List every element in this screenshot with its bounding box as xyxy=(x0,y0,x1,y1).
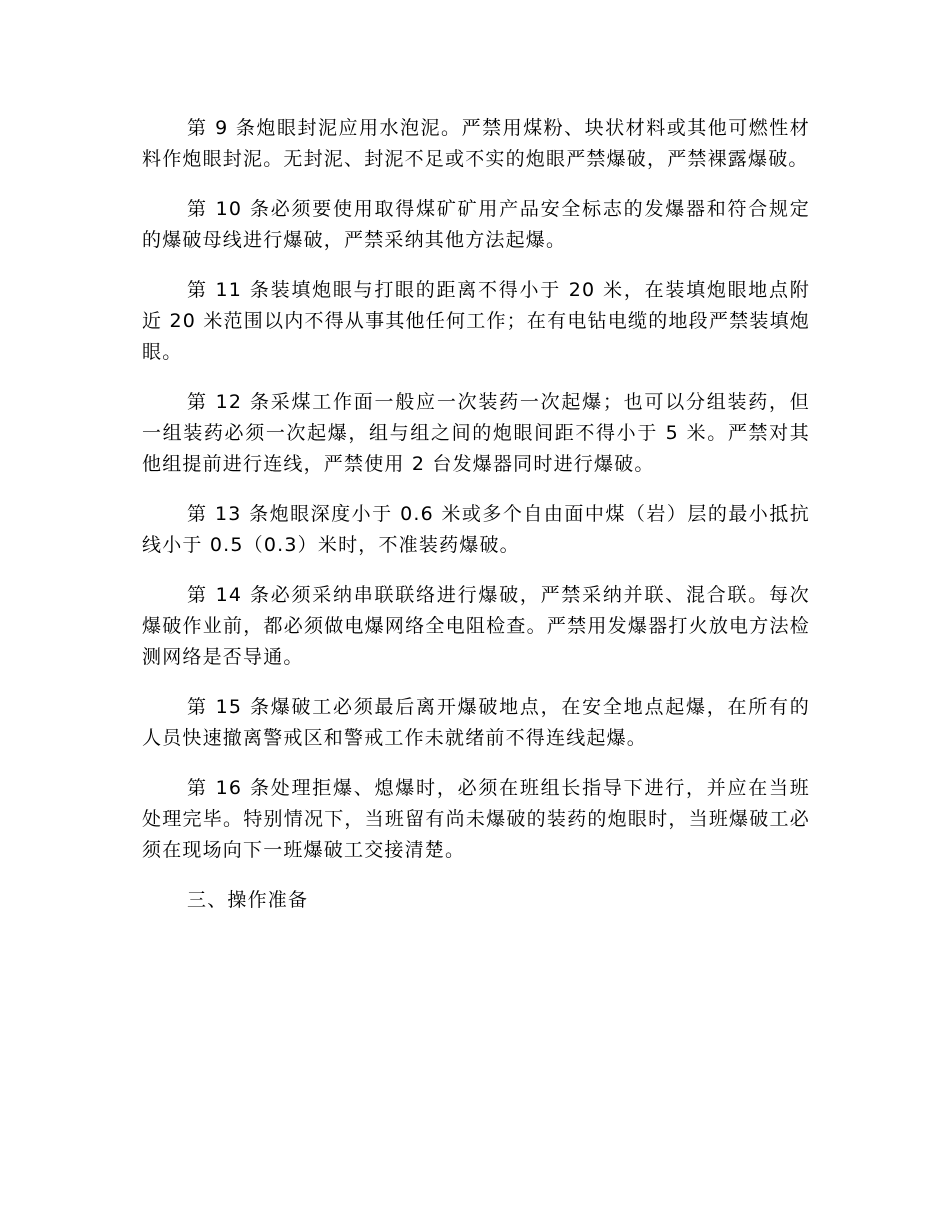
article-13-paragraph: 第 13 条炮眼深度小于 0.6 米或多个自由面中煤（岩）层的最小抵抗线小于 0.5（0.3）米时，不准装药爆破。 xyxy=(142,503,810,556)
article-15-paragraph: 第 15 条爆破工必须最后离开爆破地点，在安全地点起爆，在所有的人员快速撤离警戒区和警戒工作未就绪前不得连线起爆。 xyxy=(142,696,810,749)
article-10-paragraph: 第 10 条必须要使用取得煤矿矿用产品安全标志的发爆器和符合规定的爆破母线进行爆破，严禁采纳其他方法起爆。 xyxy=(142,198,810,251)
section-heading: 三、操作准备 xyxy=(187,889,309,911)
article-12-paragraph: 第 12 条采煤工作面一般应一次装药一次起爆；也可以分组装药，但一组装药必须一次起爆，组与组之间的炮眼间距不得小于 5 米。严禁对其他组提前进行连线，严禁使用 2 台发爆器同时进行爆破。 xyxy=(142,391,810,475)
article-9-paragraph: 第 9 条炮眼封泥应用水泡泥。严禁用煤粉、块状材料或其他可燃性材料作炮眼封泥。无封泥、封泥不足或不实的炮眼严禁爆破，严禁裸露爆破。 xyxy=(142,117,810,170)
article-16-paragraph: 第 16 条处理拒爆、熄爆时，必须在班组长指导下进行，并应在当班处理完毕。特别情况下，当班留有尚未爆破的装药的炮眼时，当班爆破工必须在现场向下一班爆破工交接清楚。 xyxy=(142,777,810,861)
article-14-paragraph: 第 14 条必须采纳串联联络进行爆破，严禁采纳并联、混合联。每次爆破作业前，都必须做电爆网络全电阻检查。严禁用发爆器打火放电方法检测网络是否导通。 xyxy=(142,584,810,668)
document-page xyxy=(142,113,810,916)
article-11-paragraph: 第 11 条装填炮眼与打眼的距离不得小于 20 米，在装填炮眼地点附近 20 米范围以内不得从事其他任何工作；在有电钻电缆的地段严禁装填炮眼。 xyxy=(142,279,810,363)
